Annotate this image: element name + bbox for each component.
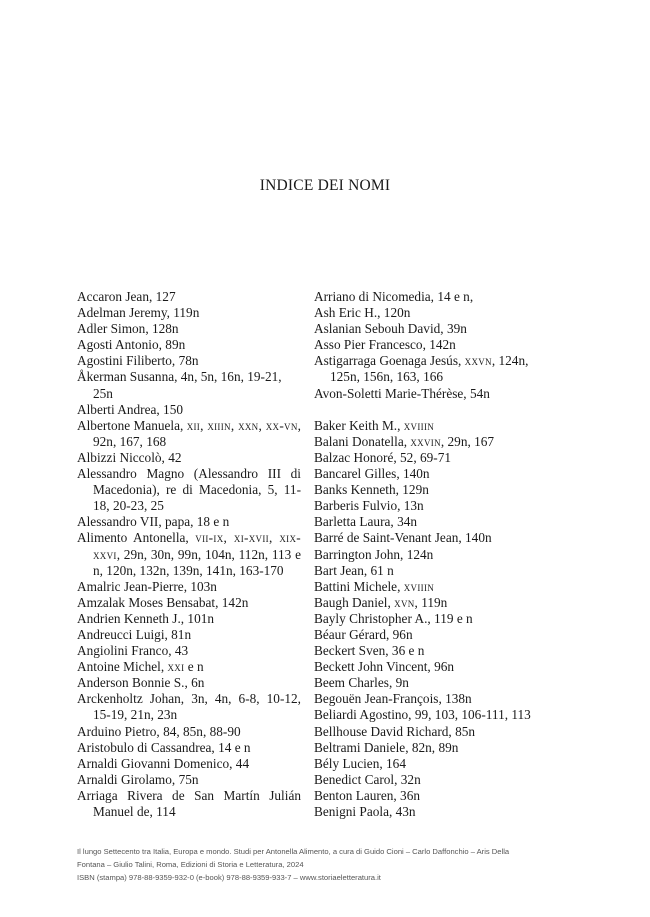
index-entry xyxy=(77,595,301,611)
entry-name: Beem Charles, xyxy=(314,675,396,691)
entry-pages: 5, 11-18, 20-23, 25 xyxy=(93,482,302,514)
entry-name: Bellhouse David Richard, xyxy=(314,723,456,739)
index-entry xyxy=(314,627,538,643)
entry-pages: 44 xyxy=(235,755,250,771)
entry-name: Baker Keith M., xyxy=(314,417,404,433)
page-title: INDICE DEI NOMI xyxy=(259,177,391,194)
entry-pages: , 119n xyxy=(414,594,448,610)
entry-roman-pages: xviiin xyxy=(403,578,435,594)
entry-pages: 43 xyxy=(174,643,189,659)
footer-citation: Il lungo Settecento tra Italia, Europa e mondo. Studi per Antonella Alimento, a cura di Guido Cioni – Carlo Daffonchio – Aris Della xyxy=(77,847,510,856)
entry-name: Barberis Fulvio, xyxy=(314,498,404,514)
index-column-right xyxy=(314,289,538,820)
entry-pages: 142n xyxy=(429,337,456,353)
index-entry xyxy=(314,305,538,321)
index-entry xyxy=(314,611,538,627)
entry-pages: 150 xyxy=(163,401,183,417)
entry-name: Arnaldi Girolamo, xyxy=(77,771,179,787)
entry-name: Beliardi Agostino, xyxy=(314,707,415,723)
entry-name: Banks Kenneth, xyxy=(314,482,403,498)
entry-roman-pages: xviiin xyxy=(403,417,435,433)
entry-pages: 36n xyxy=(400,787,420,803)
entry-name: Bart Jean, xyxy=(314,562,371,578)
index-entry xyxy=(77,466,301,514)
entry-name: Accaron Jean, xyxy=(77,289,156,304)
index-entry xyxy=(314,659,538,675)
index-entry xyxy=(314,579,538,595)
entry-pages: 103n xyxy=(190,578,217,594)
index-entry xyxy=(314,547,538,563)
index-entry xyxy=(77,788,301,820)
entry-pages: e n xyxy=(184,659,204,675)
index-entry xyxy=(77,530,301,578)
index-entry xyxy=(314,386,538,402)
entry-pages: 18 e n xyxy=(196,514,230,530)
entry-pages: 78n xyxy=(178,353,199,369)
entry-name: Benigni Paola, xyxy=(314,804,396,819)
index-entry xyxy=(77,305,301,321)
entry-name: Avon-Soletti Marie-Thérèse, xyxy=(314,385,470,401)
entry-pages: 142n xyxy=(221,594,249,610)
entry-name: Amalric Jean-Pierre, xyxy=(77,578,191,594)
entry-name: Beckett John Vincent, xyxy=(314,659,435,675)
entry-pages: 42 xyxy=(168,449,182,465)
index-entry xyxy=(314,772,538,788)
entry-pages: 61 n xyxy=(370,562,394,578)
entry-pages: 119n xyxy=(173,305,200,321)
entry-roman-pages: xii, xiiin, xxn, xx-vn xyxy=(186,417,298,433)
entry-name: Aristobulo di Cassandrea, xyxy=(77,739,219,755)
entry-roman-pages: xvn xyxy=(394,594,415,610)
entry-pages: 54n xyxy=(469,385,490,401)
index-entry xyxy=(77,724,301,740)
entry-pages: 36 e n xyxy=(391,643,425,659)
entry-name: Bancarel Gilles, xyxy=(314,466,403,482)
index-entry xyxy=(77,321,301,337)
entry-name: Arckenholtz Johan, xyxy=(77,691,192,707)
entry-name: Barrington John, xyxy=(314,546,407,562)
index-entry xyxy=(77,337,301,353)
entry-name: Bayly Christopher A., xyxy=(314,610,435,626)
entry-roman-pages: xxvin xyxy=(410,433,441,449)
entry-name: Alimento Antonella, xyxy=(77,530,196,546)
entry-pages: , 29n, 167 xyxy=(440,433,495,449)
entry-pages: 52, 69-71 xyxy=(400,449,451,465)
index-entry xyxy=(77,675,301,691)
index-entry xyxy=(77,659,301,675)
index-entry xyxy=(77,643,301,659)
index-entry xyxy=(314,740,538,756)
entry-roman-pages: xxi xyxy=(167,659,185,675)
entry-pages: 34n xyxy=(397,514,418,530)
index-entry xyxy=(77,627,301,643)
entry-name: Arduino Pietro, xyxy=(77,723,164,739)
entry-pages: 75n xyxy=(178,771,199,787)
entry-pages: 96n xyxy=(392,626,413,642)
index-entry xyxy=(77,611,301,627)
entry-pages: 119 e n xyxy=(434,610,473,626)
entry-pages: 128n xyxy=(151,321,179,337)
entry-name: Barré de Saint-Venant Jean, xyxy=(314,530,466,546)
index-entry xyxy=(314,788,538,804)
entry-pages: 14 e n xyxy=(218,739,251,755)
entry-name: Arnaldi Giovanni Domenico, xyxy=(77,755,236,771)
entry-pages: 127 xyxy=(155,289,176,304)
entry-name: Benton Lauren, xyxy=(314,787,401,803)
entry-pages: 85n xyxy=(455,723,476,739)
entry-name: Battini Michele, xyxy=(314,578,404,594)
entry-pages: 89n xyxy=(165,337,186,353)
entry-name: Åkerman Susanna, xyxy=(77,369,181,385)
entry-pages: 96n xyxy=(434,659,455,675)
entry-name: Arriano di Nicomedia, xyxy=(314,289,438,304)
entry-name: Astigarraga Goenaga Jesús, xyxy=(314,353,465,369)
entry-name: Alessandro Magno (Alessandro III di Macedonia), re di Macedonia, xyxy=(77,466,301,498)
entry-name: Ash Eric H., xyxy=(314,305,384,321)
entry-pages: 4n, 5n, 16n, 19-21, 25n xyxy=(93,369,282,401)
index-entry xyxy=(77,691,301,723)
entry-name: Antoine Michel, xyxy=(77,659,168,675)
entry-name: Amzalak Moses Bensabat, xyxy=(77,594,222,610)
index-entry xyxy=(314,691,538,707)
entry-name: Adelman Jeremy, xyxy=(77,305,174,321)
entry-pages: 81n xyxy=(171,626,192,642)
entry-pages: 82n, 89n xyxy=(411,739,459,755)
entry-pages: 13n xyxy=(403,498,424,514)
index-group-a xyxy=(314,289,538,402)
entry-pages: 124n xyxy=(406,546,434,562)
index-entry xyxy=(314,418,538,434)
entry-pages: 39n xyxy=(446,321,467,337)
index-entry xyxy=(314,482,538,498)
entry-name: Begouën Jean-François, xyxy=(314,691,446,707)
entry-name: Adler Simon, xyxy=(77,321,152,337)
entry-pages: 32n xyxy=(400,771,421,787)
page-footer xyxy=(77,846,577,884)
entry-pages: 99, 103, 106-111, 113 xyxy=(414,707,531,723)
entry-name: Beltrami Daniele, xyxy=(314,739,412,755)
entry-name: Andreucci Luigi, xyxy=(77,626,172,642)
entry-name: Andrien Kenneth J., xyxy=(77,610,188,626)
entry-pages: , 29n, 30n, 99n, 104n, 112n, 113 e n, 120n, 132n, 139n, 141n, 163-170 xyxy=(93,546,301,578)
entry-pages: , 92n, 167, 168 xyxy=(93,417,301,449)
index-entry xyxy=(314,530,538,546)
entry-pages: 164 xyxy=(386,755,406,771)
index-entry xyxy=(314,353,538,385)
index-entry xyxy=(314,514,538,530)
entry-roman-pages: xxvn xyxy=(464,353,492,369)
index-entry xyxy=(314,675,538,691)
entry-name: Beckert Sven, xyxy=(314,643,392,659)
index-entry xyxy=(77,369,301,401)
index-entry xyxy=(314,595,538,611)
index-entry xyxy=(314,724,538,740)
entry-pages: 114 xyxy=(156,804,176,819)
entry-pages: 120n xyxy=(383,305,411,321)
index-entry xyxy=(77,418,301,450)
entry-name: Béaur Gérard, xyxy=(314,626,393,642)
entry-name: Balzac Honoré, xyxy=(314,449,401,465)
entry-pages: 138n xyxy=(445,691,472,707)
index-entry xyxy=(314,321,538,337)
index-entry xyxy=(314,337,538,353)
entry-name: Agosti Antonio, xyxy=(77,337,166,353)
entry-roman-pages: vii-ix, xi-xvii, xix-xxvi xyxy=(93,530,302,562)
index-entry xyxy=(314,756,538,772)
entry-pages: 129n xyxy=(402,482,429,498)
index-entry xyxy=(314,498,538,514)
index-entry xyxy=(77,740,301,756)
index-entry xyxy=(77,353,301,369)
entry-pages: 140n xyxy=(402,466,430,482)
entry-name: Balani Donatella, xyxy=(314,433,411,449)
entry-pages: 3n, 4n, 6-8, 10-12, 15-19, 21n, 23n xyxy=(93,691,301,723)
entry-name: Asso Pier Francesco, xyxy=(314,337,430,353)
index-entry xyxy=(314,434,538,450)
index-entry xyxy=(314,289,538,305)
entry-name: Alberti Andrea, xyxy=(77,401,164,417)
entry-pages: 43n xyxy=(395,804,416,819)
letter-gap xyxy=(314,402,538,418)
entry-name: Albertone Manuela, xyxy=(77,417,187,433)
entry-pages: 84, 85n, 88-90 xyxy=(163,723,241,739)
entry-name: Anderson Bonnie S., xyxy=(77,675,192,691)
entry-pages: , 124n, 125n, 156n, 163, 166 xyxy=(330,353,529,385)
index-entry xyxy=(314,804,538,820)
index-entry xyxy=(77,402,301,418)
entry-pages: 14 e n, xyxy=(437,289,474,304)
entry-name: Benedict Carol, xyxy=(314,771,401,787)
entry-pages: 140n xyxy=(465,530,492,546)
index-entry xyxy=(77,772,301,788)
index-entry xyxy=(314,466,538,482)
entry-name: Arriaga Rivera de San Martín Julián Manuel de, xyxy=(77,787,301,819)
index-entry xyxy=(314,707,538,723)
entry-pages: 101n xyxy=(187,610,215,626)
entry-name: Aslanian Sebouh David, xyxy=(314,321,447,337)
index-entry xyxy=(77,579,301,595)
index-entry xyxy=(77,756,301,772)
entry-name: Alessandro VII, papa, xyxy=(77,514,197,530)
index-entry xyxy=(77,450,301,466)
entry-name: Barletta Laura, xyxy=(314,514,398,530)
entry-name: Bély Lucien, xyxy=(314,755,387,771)
entry-pages: 6n xyxy=(191,675,205,691)
entry-name: Angiolini Franco, xyxy=(77,643,175,659)
entry-name: Agostini Filiberto, xyxy=(77,353,179,369)
entry-name: Baugh Daniel, xyxy=(314,594,395,610)
entry-name: Albizzi Niccolò, xyxy=(77,449,169,465)
footer-isbn: ISBN (stampa) 978-88-9359-932-0 (e-book) 978-88-9359-933-7 – www.storiaeletteratura.it xyxy=(77,872,381,882)
index-entry xyxy=(314,643,538,659)
index-entry xyxy=(314,563,538,579)
index-entry xyxy=(77,289,301,305)
index-entry xyxy=(77,514,301,530)
index-column-left xyxy=(77,289,301,820)
entry-pages: 9n xyxy=(395,675,409,691)
index-entry xyxy=(314,450,538,466)
index-group-b xyxy=(314,418,538,820)
footer-publisher: Fontana – Giulio Talini, Roma, Edizioni di Storia e Letteratura, 2024 xyxy=(77,859,304,869)
